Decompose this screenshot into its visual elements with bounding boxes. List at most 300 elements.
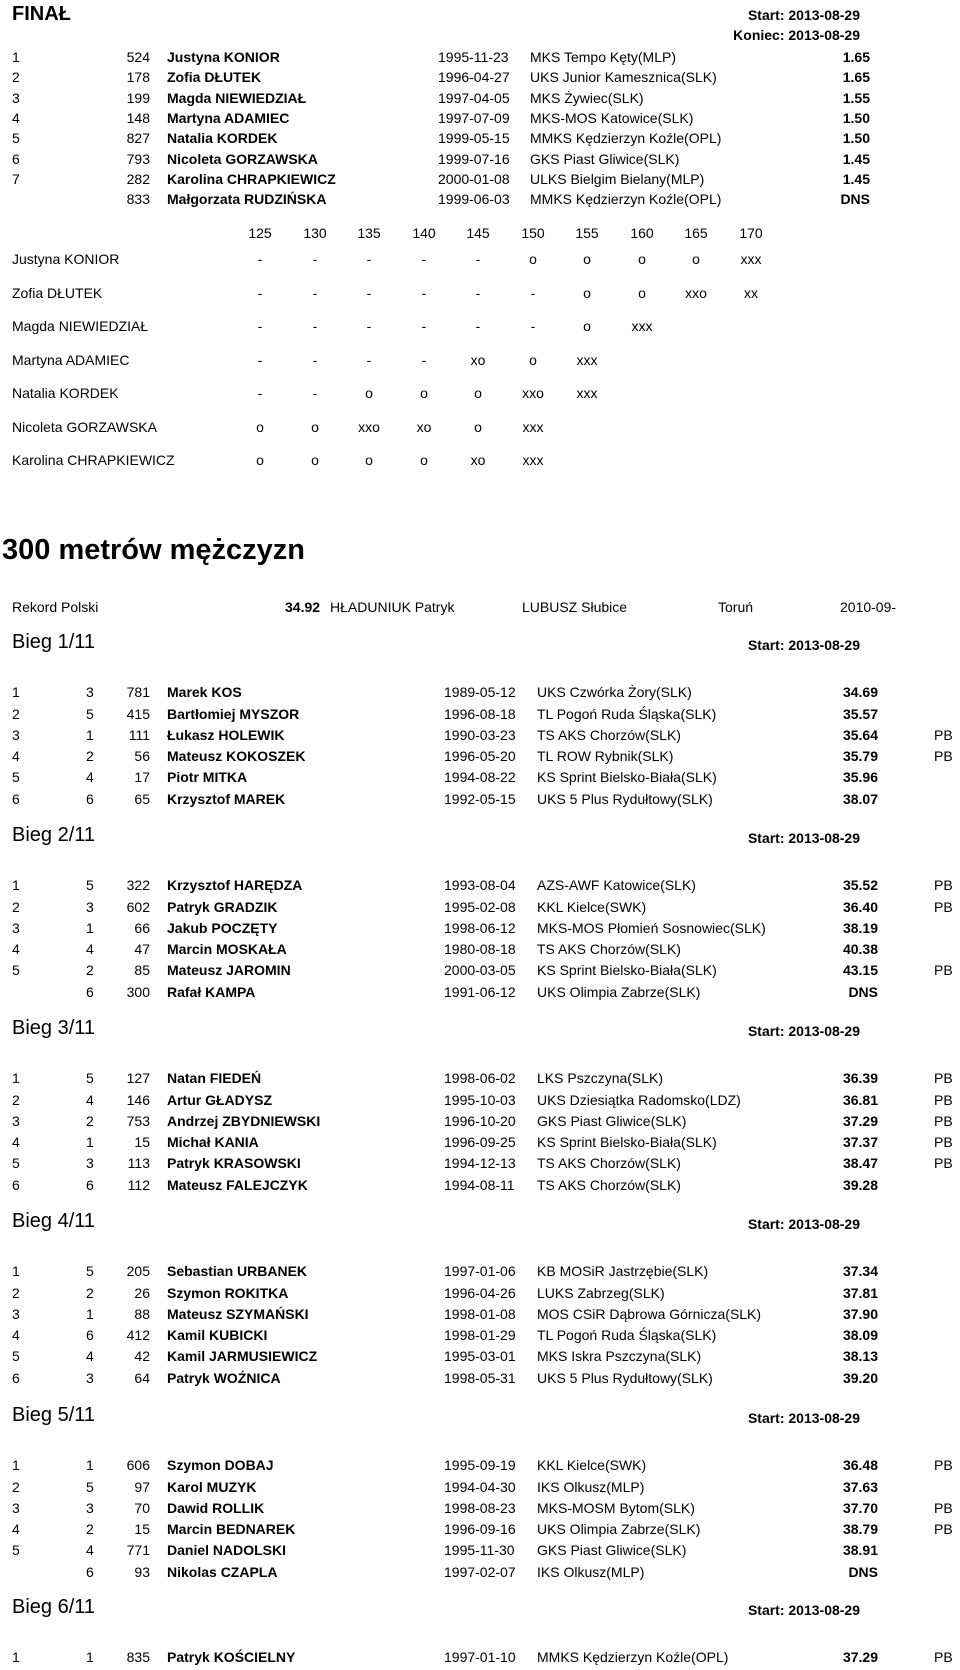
heat-result: 37.90 bbox=[842, 1306, 878, 1322]
heat-result: 38.47 bbox=[842, 1155, 878, 1171]
heat-bib: 70 bbox=[134, 1500, 150, 1516]
heat-dob: 1992-05-15 bbox=[444, 791, 516, 807]
heat-athlete-name: Łukasz HOLEWIK bbox=[167, 727, 285, 743]
final-club: GKS Piast Gliwice(SLK) bbox=[530, 151, 680, 167]
height-header: 145 bbox=[466, 225, 490, 241]
attempt-mark: o bbox=[256, 452, 264, 468]
heat-result: 38.91 bbox=[842, 1542, 878, 1558]
record-value: 34.92 bbox=[285, 599, 321, 615]
final-dob: 1996-04-27 bbox=[438, 69, 510, 85]
attempt-mark: - bbox=[366, 352, 372, 368]
heat-club: KS Sprint Bielsko-Biała(SLK) bbox=[537, 962, 717, 978]
attempt-mark: o bbox=[529, 251, 537, 267]
heat-lane: 6 bbox=[86, 1327, 94, 1343]
heat-dob: 1998-06-02 bbox=[444, 1070, 516, 1086]
attempt-mark: o bbox=[692, 251, 700, 267]
heat-note: PB bbox=[934, 877, 953, 893]
heat-dob: 1996-10-20 bbox=[444, 1113, 516, 1129]
final-result: 1.45 bbox=[842, 151, 870, 167]
attempt-mark: - bbox=[421, 251, 427, 267]
attempt-mark: o bbox=[420, 385, 428, 401]
final-result: 1.55 bbox=[842, 90, 870, 106]
heat-dob: 1991-06-12 bbox=[444, 984, 516, 1000]
heat-lane: 1 bbox=[86, 1134, 94, 1150]
heat-lane: 5 bbox=[86, 877, 94, 893]
heat-result: 35.96 bbox=[842, 769, 878, 785]
heat-club: LKS Pszczyna(SLK) bbox=[537, 1070, 664, 1086]
final-athlete-name: Nicoleta GORZAWSKA bbox=[167, 151, 318, 167]
heat-club: TL Pogoń Ruda Śląska(SLK) bbox=[537, 706, 717, 722]
record-place: Toruń bbox=[718, 599, 754, 615]
final-bib: 148 bbox=[126, 110, 150, 126]
attempt-mark: o bbox=[474, 385, 482, 401]
attempt-mark: - bbox=[475, 285, 481, 301]
final-club: MKS-MOS Katowice(SLK) bbox=[530, 110, 694, 126]
attempt-mark: o bbox=[638, 285, 646, 301]
final-result: 1.65 bbox=[842, 49, 870, 65]
heat-result: 37.34 bbox=[842, 1263, 878, 1279]
heat-result: DNS bbox=[848, 1564, 878, 1580]
heat-athlete-name: Patryk KRASOWSKI bbox=[167, 1155, 301, 1171]
heat-bib: 93 bbox=[134, 1564, 150, 1580]
heat-club: GKS Piast Gliwice(SLK) bbox=[537, 1542, 687, 1558]
heat-club: AZS-AWF Katowice(SLK) bbox=[537, 877, 696, 893]
attempt-mark: - bbox=[366, 251, 372, 267]
heat-bib: 64 bbox=[134, 1370, 150, 1386]
heat-place: 4 bbox=[12, 1521, 20, 1537]
heat-club: UKS Olimpia Zabrze(SLK) bbox=[537, 984, 701, 1000]
heat-athlete-name: Sebastian URBANEK bbox=[167, 1263, 308, 1279]
heat-lane: 4 bbox=[86, 1348, 94, 1364]
final-result: DNS bbox=[840, 191, 870, 207]
final-place: 3 bbox=[12, 90, 20, 106]
heat-bib: 56 bbox=[134, 748, 150, 764]
heat-place: 1 bbox=[12, 1649, 20, 1665]
heat-start: Start: 2013-08-29 bbox=[747, 637, 860, 653]
heat-note: PB bbox=[934, 1092, 953, 1108]
attempt-mark: xxx bbox=[522, 452, 544, 468]
heat-club: UKS Olimpia Zabrze(SLK) bbox=[537, 1521, 701, 1537]
heat-lane: 6 bbox=[86, 1177, 94, 1193]
heat-note: PB bbox=[934, 1113, 953, 1129]
heat-lane: 1 bbox=[86, 920, 94, 936]
attempt-mark: - bbox=[257, 285, 263, 301]
heat-title: Bieg 6/11 bbox=[12, 1596, 96, 1618]
heat-athlete-name: Szymon ROKITKA bbox=[167, 1285, 289, 1301]
heat-place: 1 bbox=[12, 1263, 20, 1279]
heat-title: Bieg 3/11 bbox=[12, 1017, 96, 1039]
heat-bib: 205 bbox=[126, 1263, 150, 1279]
heat-bib: 412 bbox=[126, 1327, 150, 1343]
heat-lane: 5 bbox=[86, 1479, 94, 1495]
height-header: 155 bbox=[575, 225, 599, 241]
heat-bib: 781 bbox=[126, 684, 150, 700]
final-club: MKS Żywiec(SLK) bbox=[530, 90, 644, 106]
heat-lane: 2 bbox=[86, 748, 94, 764]
final-result: 1.50 bbox=[842, 130, 870, 146]
heat-lane: 3 bbox=[86, 1155, 94, 1171]
heat-place: 1 bbox=[12, 1457, 20, 1473]
final-bib: 827 bbox=[126, 130, 150, 146]
heat-lane: 2 bbox=[86, 962, 94, 978]
heat-place: 3 bbox=[12, 1306, 20, 1322]
heat-start: Start: 2013-08-29 bbox=[747, 830, 860, 846]
attempt-mark: xxo bbox=[522, 385, 544, 401]
heat-note: PB bbox=[934, 1155, 953, 1171]
heat-lane: 6 bbox=[86, 1564, 94, 1580]
attempt-athlete-name: Justyna KONIOR bbox=[12, 251, 120, 267]
attempt-athlete-name: Zofia DŁUTEK bbox=[12, 285, 103, 301]
final-place: 4 bbox=[12, 110, 20, 126]
heat-bib: 26 bbox=[134, 1285, 150, 1301]
heat-result: 39.28 bbox=[842, 1177, 878, 1193]
heat-note: PB bbox=[934, 1521, 953, 1537]
attempt-athlete-name: Nicoleta GORZAWSKA bbox=[12, 419, 157, 435]
attempt-mark: - bbox=[312, 352, 318, 368]
heat-dob: 1993-08-04 bbox=[444, 877, 516, 893]
final-result: 1.50 bbox=[842, 110, 870, 126]
heat-result: 37.70 bbox=[842, 1500, 878, 1516]
heat-bib: 415 bbox=[126, 706, 150, 722]
heat-dob: 1995-02-08 bbox=[444, 899, 516, 915]
final-place: 7 bbox=[12, 171, 20, 187]
heat-club: TS AKS Chorzów(SLK) bbox=[537, 941, 681, 957]
height-header: 150 bbox=[521, 225, 545, 241]
heat-place: 6 bbox=[12, 1177, 20, 1193]
heat-bib: 127 bbox=[126, 1070, 150, 1086]
final-bib: 833 bbox=[126, 191, 150, 207]
heat-place: 5 bbox=[12, 1155, 20, 1171]
heat-club: LUKS Zabrzeg(SLK) bbox=[537, 1285, 665, 1301]
attempt-mark: xxx bbox=[740, 251, 762, 267]
attempt-mark: - bbox=[257, 251, 263, 267]
heat-start: Start: 2013-08-29 bbox=[747, 1216, 860, 1232]
attempt-mark: - bbox=[312, 385, 318, 401]
attempt-mark: - bbox=[257, 385, 263, 401]
heat-place: 2 bbox=[12, 899, 20, 915]
heat-result: 37.37 bbox=[842, 1134, 878, 1150]
attempt-mark: o bbox=[365, 452, 373, 468]
heat-start: Start: 2013-08-29 bbox=[747, 1410, 860, 1426]
heat-note: PB bbox=[934, 899, 953, 915]
heat-club: KS Sprint Bielsko-Biała(SLK) bbox=[537, 1134, 717, 1150]
heat-dob: 1980-08-18 bbox=[444, 941, 516, 957]
heat-result: 37.81 bbox=[842, 1285, 878, 1301]
heat-dob: 1997-01-06 bbox=[444, 1263, 516, 1279]
heat-dob: 1995-11-30 bbox=[444, 1542, 515, 1558]
heat-dob: 1990-03-23 bbox=[444, 727, 516, 743]
heat-result: 38.79 bbox=[842, 1521, 878, 1537]
final-athlete-name: Zofia DŁUTEK bbox=[167, 69, 262, 85]
final-result: 1.65 bbox=[842, 69, 870, 85]
attempt-mark: o bbox=[583, 285, 591, 301]
attempt-mark: - bbox=[421, 352, 427, 368]
final-athlete-name: Magda NIEWIEDZIAŁ bbox=[167, 90, 307, 106]
heat-result: 36.81 bbox=[842, 1092, 878, 1108]
heat-place: 2 bbox=[12, 706, 20, 722]
heat-club: UKS 5 Plus Rydułtowy(SLK) bbox=[537, 1370, 713, 1386]
heat-place: 3 bbox=[12, 727, 20, 743]
final-club: MMKS Kędzierzyn Koźle(OPL) bbox=[530, 130, 722, 146]
heat-club: IKS Olkusz(MLP) bbox=[537, 1564, 645, 1580]
heat-bib: 771 bbox=[126, 1542, 150, 1558]
attempt-mark: xxo bbox=[685, 285, 707, 301]
heat-place: 5 bbox=[12, 1348, 20, 1364]
heat-bib: 322 bbox=[126, 877, 150, 893]
heat-result: 39.20 bbox=[842, 1370, 878, 1386]
final-club: MKS Tempo Kęty(MLP) bbox=[530, 49, 677, 65]
attempt-mark: - bbox=[421, 318, 427, 334]
attempt-mark: - bbox=[312, 251, 318, 267]
heat-result: DNS bbox=[848, 984, 878, 1000]
heat-bib: 111 bbox=[128, 727, 150, 743]
final-club: UKS Junior Kamesznica(SLK) bbox=[530, 69, 717, 85]
heat-dob: 1998-01-08 bbox=[444, 1306, 516, 1322]
heat-note: PB bbox=[934, 962, 953, 978]
heat-result: 37.29 bbox=[842, 1113, 878, 1129]
final-dob: 1999-05-15 bbox=[438, 130, 510, 146]
heat-lane: 2 bbox=[86, 1521, 94, 1537]
final-dob: 2000-01-08 bbox=[438, 171, 510, 187]
heat-result: 40.38 bbox=[842, 941, 878, 957]
final-dob: 1999-06-03 bbox=[438, 191, 510, 207]
heat-bib: 65 bbox=[134, 791, 150, 807]
attempt-athlete-name: Natalia KORDEK bbox=[12, 385, 119, 401]
heat-place: 5 bbox=[12, 1542, 20, 1558]
final-bib: 793 bbox=[126, 151, 150, 167]
heat-club: GKS Piast Gliwice(SLK) bbox=[537, 1113, 687, 1129]
final-athlete-name: Martyna ADAMIEC bbox=[167, 110, 290, 126]
heat-athlete-name: Krzysztof MAREK bbox=[167, 791, 286, 807]
heat-dob: 1997-02-07 bbox=[444, 1564, 516, 1580]
final-bib: 282 bbox=[126, 171, 150, 187]
heat-athlete-name: Natan FIEDEŃ bbox=[167, 1070, 262, 1086]
heat-place: 1 bbox=[12, 684, 20, 700]
heat-result: 38.07 bbox=[842, 791, 878, 807]
heat-club: MOS CSiR Dąbrowa Górnicza(SLK) bbox=[537, 1306, 762, 1322]
heat-athlete-name: Karol MUZYK bbox=[167, 1479, 257, 1495]
heat-lane: 3 bbox=[86, 1500, 94, 1516]
heat-club: TS AKS Chorzów(SLK) bbox=[537, 1177, 681, 1193]
heat-result: 37.63 bbox=[842, 1479, 878, 1495]
height-header: 130 bbox=[303, 225, 327, 241]
heat-dob: 2000-03-05 bbox=[444, 962, 516, 978]
attempt-mark: - bbox=[366, 285, 372, 301]
attempt-mark: - bbox=[366, 318, 372, 334]
heat-lane: 1 bbox=[86, 1457, 94, 1473]
heat-dob: 1995-09-19 bbox=[444, 1457, 516, 1473]
height-header: 135 bbox=[357, 225, 381, 241]
heat-athlete-name: Krzysztof HARĘDZA bbox=[167, 877, 303, 893]
final-athlete-name: Justyna KONIOR bbox=[167, 49, 280, 65]
heat-title: Bieg 4/11 bbox=[12, 1210, 96, 1232]
attempt-athlete-name: Karolina CHRAPKIEWICZ bbox=[12, 452, 175, 468]
final-dob: 1997-04-05 bbox=[438, 90, 510, 106]
heat-result: 35.52 bbox=[842, 877, 878, 893]
heat-club: KS Sprint Bielsko-Biała(SLK) bbox=[537, 769, 717, 785]
heat-note: PB bbox=[934, 1457, 953, 1473]
height-header: 160 bbox=[630, 225, 654, 241]
heat-dob: 1989-05-12 bbox=[444, 684, 516, 700]
heat-dob: 1998-06-12 bbox=[444, 920, 516, 936]
heat-dob: 1996-09-16 bbox=[444, 1521, 516, 1537]
attempt-mark: o bbox=[365, 385, 373, 401]
final-bib: 524 bbox=[126, 49, 150, 65]
heat-result: 38.09 bbox=[842, 1327, 878, 1343]
attempt-mark: o bbox=[311, 419, 319, 435]
heat-dob: 1998-05-31 bbox=[444, 1370, 516, 1386]
heat-athlete-name: Artur GŁADYSZ bbox=[167, 1092, 272, 1108]
heat-club: TS AKS Chorzów(SLK) bbox=[537, 727, 681, 743]
heat-bib: 17 bbox=[134, 769, 150, 785]
heat-athlete-name: Patryk GRADZIK bbox=[167, 899, 278, 915]
record-date: 2010-09- bbox=[840, 599, 897, 615]
heat-lane: 5 bbox=[86, 706, 94, 722]
heat-start: Start: 2013-08-29 bbox=[747, 1602, 860, 1618]
heat-note: PB bbox=[934, 1134, 953, 1150]
attempt-mark: o bbox=[583, 251, 591, 267]
heat-athlete-name: Patryk WOŹNICA bbox=[167, 1370, 281, 1386]
heat-bib: 602 bbox=[126, 899, 150, 915]
heat-dob: 1996-09-25 bbox=[444, 1134, 516, 1150]
heat-result: 37.29 bbox=[842, 1649, 878, 1665]
attempt-mark: o bbox=[420, 452, 428, 468]
heat-note: PB bbox=[934, 1070, 953, 1086]
heat-club: KB MOSiR Jastrzębie(SLK) bbox=[537, 1263, 709, 1279]
heat-place: 3 bbox=[12, 1500, 20, 1516]
heat-place: 4 bbox=[12, 941, 20, 957]
heat-club: MMKS Kędzierzyn Koźle(OPL) bbox=[537, 1649, 729, 1665]
heat-bib: 300 bbox=[126, 984, 150, 1000]
heat-athlete-name: Nikolas CZAPLA bbox=[167, 1564, 278, 1580]
attempt-mark: - bbox=[421, 285, 427, 301]
record-club: LUBUSZ Słubice bbox=[522, 599, 628, 615]
heat-bib: 66 bbox=[134, 920, 150, 936]
attempt-mark: - bbox=[312, 318, 318, 334]
heat-start: Start: 2013-08-29 bbox=[747, 1023, 860, 1039]
heat-athlete-name: Dawid ROLLIK bbox=[167, 1500, 265, 1516]
heat-athlete-name: Mateusz SZYMAŃSKI bbox=[167, 1306, 309, 1322]
heat-athlete-name: Bartłomiej MYSZOR bbox=[167, 706, 300, 722]
heat-lane: 1 bbox=[86, 1649, 94, 1665]
heat-lane: 4 bbox=[86, 769, 94, 785]
final-dob: 1997-07-09 bbox=[438, 110, 510, 126]
heat-dob: 1994-12-13 bbox=[444, 1155, 516, 1171]
heat-lane: 4 bbox=[86, 1542, 94, 1558]
heat-club: MKS-MOS Płomień Sosnowiec(SLK) bbox=[537, 920, 766, 936]
attempt-mark: - bbox=[530, 318, 536, 334]
heat-athlete-name: Mateusz JAROMIN bbox=[167, 962, 291, 978]
heat-athlete-name: Mateusz KOKOSZEK bbox=[167, 748, 306, 764]
heat-athlete-name: Rafał KAMPA bbox=[167, 984, 256, 1000]
attempt-mark: o bbox=[638, 251, 646, 267]
heat-place: 2 bbox=[12, 1092, 20, 1108]
heat-club: TS AKS Chorzów(SLK) bbox=[537, 1155, 681, 1171]
heat-bib: 606 bbox=[126, 1457, 150, 1473]
heat-result: 35.64 bbox=[842, 727, 878, 743]
attempt-mark: o bbox=[583, 318, 591, 334]
heat-bib: 88 bbox=[134, 1306, 150, 1322]
attempt-mark: o bbox=[256, 419, 264, 435]
heat-club: IKS Olkusz(MLP) bbox=[537, 1479, 645, 1495]
heat-athlete-name: Piotr MITKA bbox=[167, 769, 248, 785]
heat-dob: 1998-08-23 bbox=[444, 1500, 516, 1516]
final-place: 2 bbox=[12, 69, 20, 85]
heat-place: 1 bbox=[12, 1070, 20, 1086]
heat-place: 4 bbox=[12, 748, 20, 764]
heat-club: UKS Czwórka Żory(SLK) bbox=[537, 684, 692, 700]
attempt-mark: - bbox=[475, 251, 481, 267]
attempt-mark: - bbox=[475, 318, 481, 334]
heat-title: Bieg 1/11 bbox=[12, 631, 96, 653]
attempt-mark: xxx bbox=[576, 352, 598, 368]
heat-result: 36.48 bbox=[842, 1457, 878, 1473]
heat-athlete-name: Andrzej ZBYDNIEWSKI bbox=[167, 1113, 321, 1129]
final-dob: 1995-11-23 bbox=[438, 49, 509, 65]
heat-lane: 4 bbox=[86, 1092, 94, 1108]
heat-bib: 85 bbox=[134, 962, 150, 978]
heat-result: 36.40 bbox=[842, 899, 878, 915]
heat-lane: 4 bbox=[86, 941, 94, 957]
heat-dob: 1995-03-01 bbox=[444, 1348, 516, 1364]
heat-lane: 2 bbox=[86, 1113, 94, 1129]
heat-dob: 1994-08-11 bbox=[444, 1177, 515, 1193]
heat-bib: 146 bbox=[126, 1092, 150, 1108]
heat-place: 5 bbox=[12, 962, 20, 978]
heat-dob: 1996-04-26 bbox=[444, 1285, 516, 1301]
heat-dob: 1994-08-22 bbox=[444, 769, 516, 785]
heat-place: 3 bbox=[12, 920, 20, 936]
heat-place: 4 bbox=[12, 1327, 20, 1343]
final-bib: 178 bbox=[126, 69, 150, 85]
record-holder: HŁADUNIUK Patryk bbox=[330, 599, 455, 615]
attempt-mark: - bbox=[312, 285, 318, 301]
attempt-mark: xo bbox=[470, 352, 486, 368]
final-athlete-name: Małgorzata RUDZIŃSKA bbox=[167, 191, 327, 207]
heat-dob: 1995-10-03 bbox=[444, 1092, 516, 1108]
heat-club: KKL Kielce(SWK) bbox=[537, 1457, 647, 1473]
attempt-mark: xxo bbox=[358, 419, 380, 435]
heat-bib: 15 bbox=[134, 1521, 150, 1537]
heat-athlete-name: Marek KOS bbox=[167, 684, 242, 700]
final-club: MMKS Kędzierzyn Koźle(OPL) bbox=[530, 191, 722, 207]
heat-place: 5 bbox=[12, 769, 20, 785]
event-title: 300 metrów mężczyzn bbox=[2, 534, 306, 566]
final-title: FINAŁ bbox=[12, 3, 71, 25]
heat-bib: 15 bbox=[134, 1134, 150, 1150]
heat-result: 38.13 bbox=[842, 1348, 878, 1364]
final-place: 6 bbox=[12, 151, 20, 167]
attempt-mark: o bbox=[529, 352, 537, 368]
heat-place: 4 bbox=[12, 1134, 20, 1150]
heat-note: PB bbox=[934, 1649, 953, 1665]
heat-club: MKS Iskra Pszczyna(SLK) bbox=[537, 1348, 702, 1364]
heat-bib: 97 bbox=[134, 1479, 150, 1495]
heat-athlete-name: Patryk KOŚCIELNY bbox=[167, 1649, 296, 1665]
attempt-mark: xxx bbox=[576, 385, 598, 401]
heat-athlete-name: Michał KANIA bbox=[167, 1134, 259, 1150]
heat-lane: 3 bbox=[86, 684, 94, 700]
heat-result: 35.57 bbox=[842, 706, 878, 722]
final-place: 5 bbox=[12, 130, 20, 146]
heat-lane: 5 bbox=[86, 1263, 94, 1279]
heat-lane: 3 bbox=[86, 1370, 94, 1386]
heat-place: 6 bbox=[12, 1370, 20, 1386]
heat-result: 38.19 bbox=[842, 920, 878, 936]
heat-dob: 1997-01-10 bbox=[444, 1649, 516, 1665]
heat-place: 6 bbox=[12, 791, 20, 807]
heat-club: TL Pogoń Ruda Śląska(SLK) bbox=[537, 1327, 717, 1343]
